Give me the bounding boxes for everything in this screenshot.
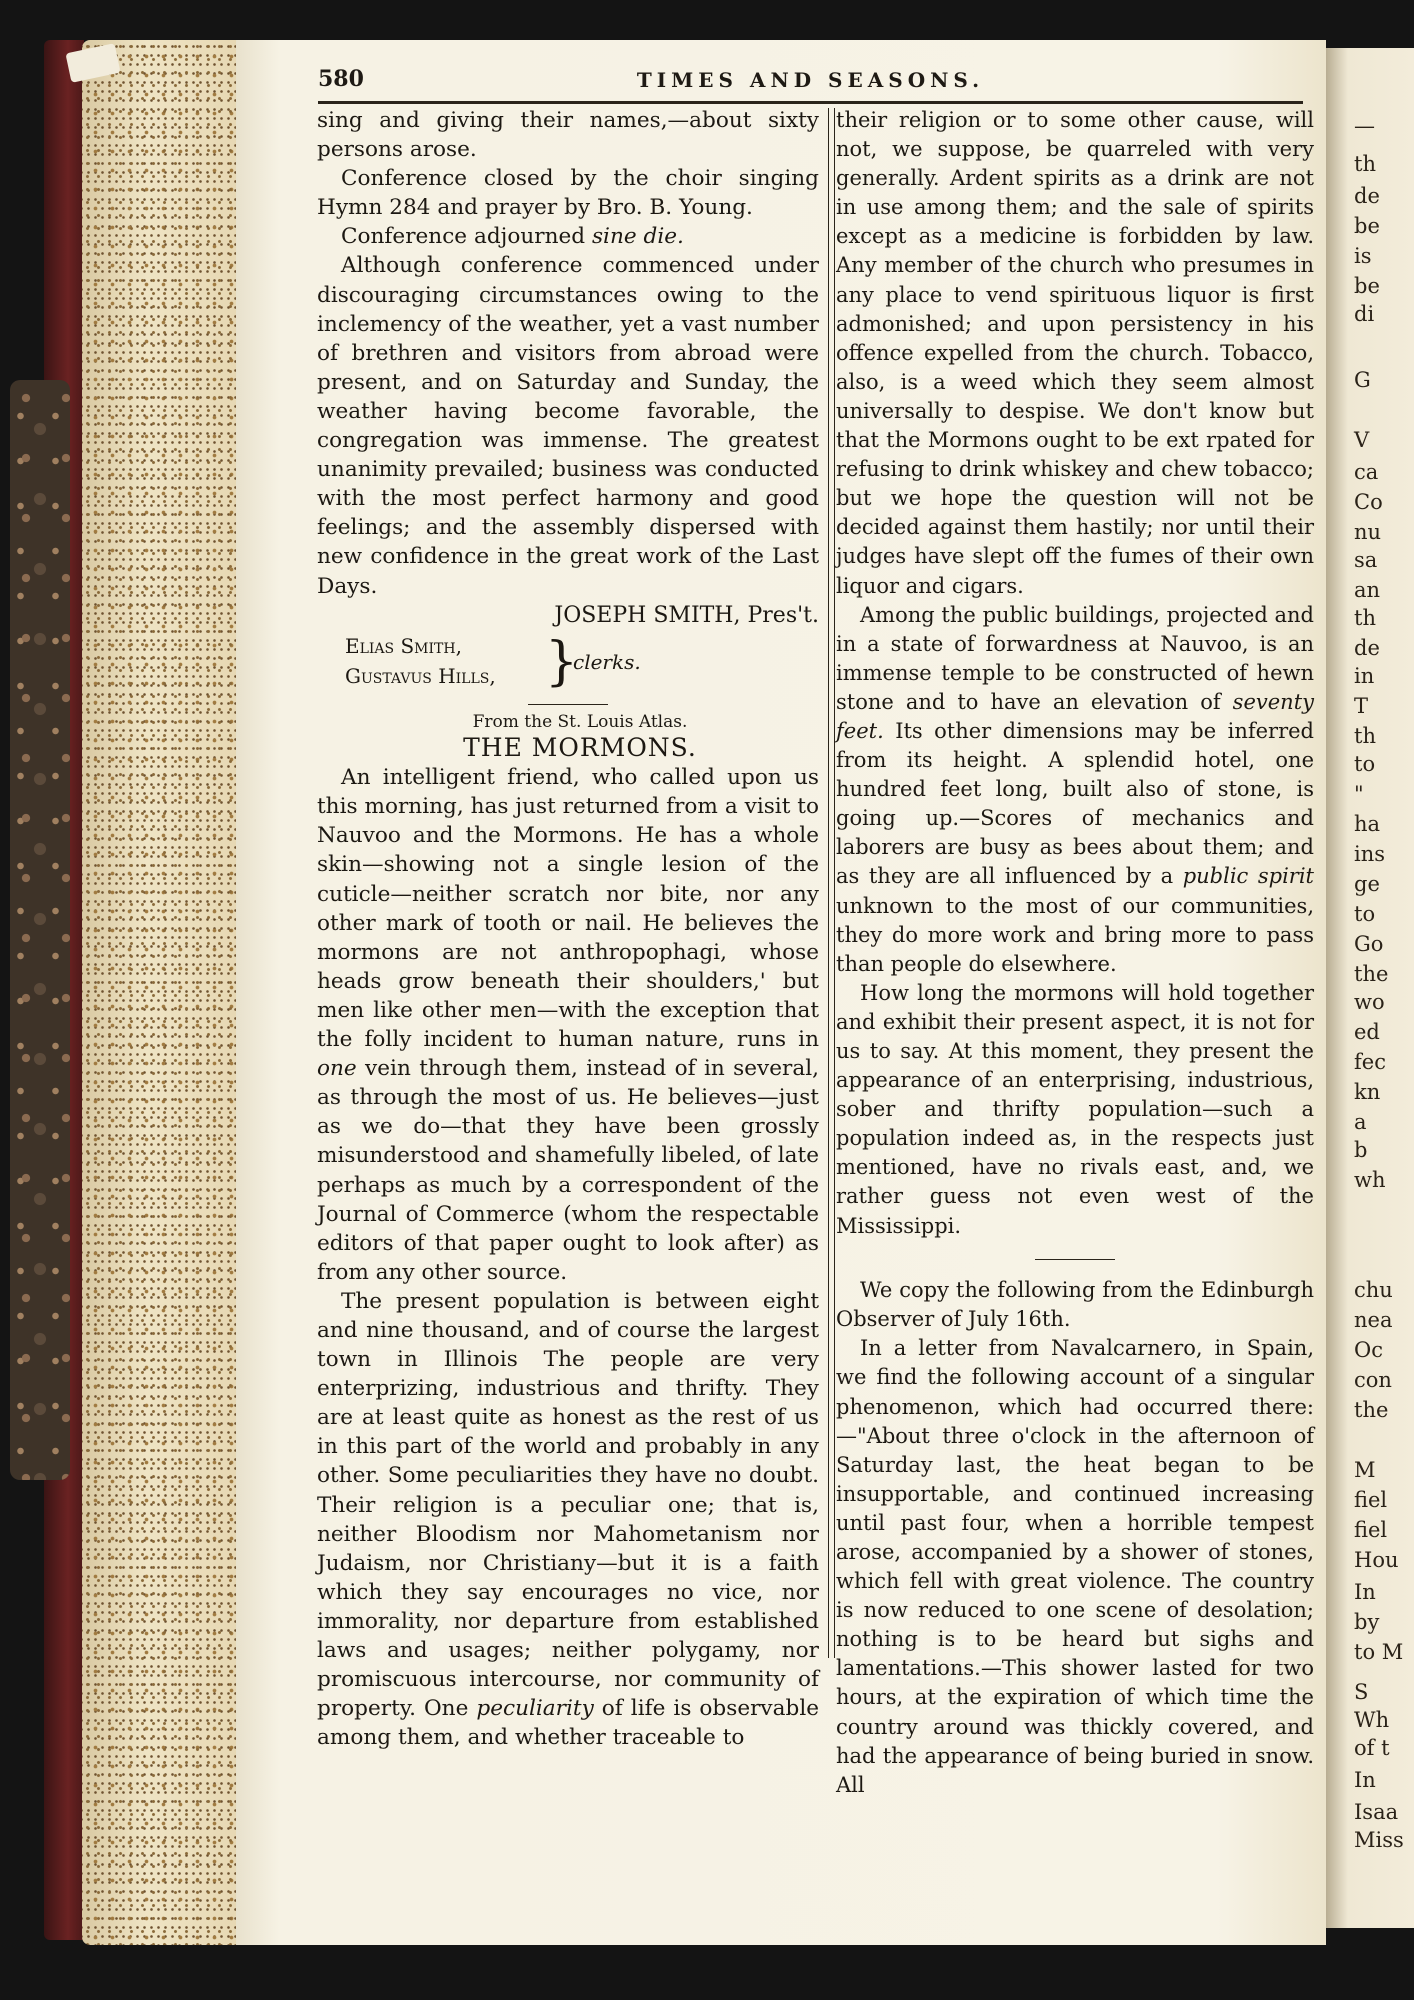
facing-page-fragment: ha — [1354, 812, 1381, 836]
facing-page-fragment: sa — [1354, 548, 1378, 572]
page-edge — [82, 40, 242, 1945]
facing-page-fragment: con — [1354, 1368, 1392, 1392]
clerk-name: Gustavus Hills, — [345, 663, 496, 688]
paragraph — [836, 601, 1314, 979]
facing-page-fragment: nea — [1354, 1308, 1393, 1332]
clerks-block — [317, 632, 819, 694]
facing-page-fragment: the — [1354, 1398, 1389, 1422]
facing-page-fragment: M — [1354, 1458, 1376, 1482]
facing-page-fragment: Isaa — [1354, 1800, 1399, 1824]
facing-page-fragment: de — [1354, 636, 1380, 660]
paragraph: Conference closed by the choir singing Hymn 284 and prayer by Bro. B. Young. — [317, 166, 819, 221]
facing-page-fragment: to — [1354, 902, 1376, 926]
facing-page-fragment: di — [1354, 302, 1375, 326]
paragraph: sing and giving their names,—about sixty persons arose. — [317, 108, 819, 163]
column-rule — [828, 108, 835, 1658]
facing-page-fragment: Hou — [1354, 1548, 1399, 1572]
facing-page-fragment: th — [1354, 152, 1376, 176]
page-header — [318, 66, 1303, 100]
facing-page-fragment: wh — [1354, 1168, 1386, 1192]
facing-page-fragment: In — [1354, 1768, 1376, 1792]
text-run: vein through them, instead of in several, as through the most of us. He believes—just as we do—that they have been grossly misunderstood and shamefully libeled, of late perhaps as much by a correspondent of the Journal of Commerce (whom the respectable editors of that paper ought to look after) as from any other source. — [317, 1056, 819, 1285]
italic-run: peculiarity — [476, 1696, 594, 1722]
facing-page — [1326, 48, 1414, 1928]
text-run: The present population is between eight and nine thousand, and of course the largest town in Illinois The people are very enterprizing, industrious and thrifty. They are at least quite as honest as the rest of us in this part of the world and probably in any other. Some peculiarities they have no doubt. Their religion is a peculiar one; that is, neither Bloodism nor Mahometanism nor Judaism, nor Christiany—but it is a faith which they say encourages no vice, nor immorality, nor departure from established laws and usages; neither polygamy, nor promiscuous intercourse, nor community of property. One — [317, 1288, 819, 1722]
paragraph: their religion or to some other cause, will not, we suppose, be quarreled with very generally. Ardent spirits as a drink are not in use among them; and the sale of spirits except as a medicine is forbidden by law. Any member of the church who presumes in any place to vend spirituous liquor is first admonished; and upon persistency in his offence expelled from the church. Tobacco, also, is a weed which they seem almost universally to despise. We don't know but that the Mormons ought to be ext rpated for refusing to drink whiskey and chew tobacco; but we hope the question will not be decided against them hastily; nor until their judges have slept off the fumes of their own liquor and cigars. — [836, 108, 1314, 598]
facing-page-fragment: the — [1354, 962, 1389, 986]
facing-page-fragment: fiel — [1354, 1488, 1388, 1512]
facing-page-fragment: ed — [1354, 1020, 1380, 1044]
facing-page-fragment: " — [1354, 782, 1364, 806]
section-rule — [528, 704, 608, 706]
facing-page-fragment: to — [1354, 752, 1376, 776]
facing-page-fragment: wo — [1354, 990, 1385, 1014]
facing-page-fragment: a — [1354, 1110, 1367, 1134]
paragraph — [317, 763, 819, 1287]
facing-page-fragment: Oc — [1354, 1338, 1383, 1362]
facing-page-fragment: Co — [1354, 490, 1383, 514]
left-column — [317, 106, 819, 1752]
text-run: unknown to the most of our communities, they do more work and bring more to pass than people do elsewhere. — [836, 893, 1314, 976]
italic-run: seventy feet. — [836, 689, 1314, 743]
facing-page-fragment: de — [1354, 184, 1380, 208]
header-rule — [318, 101, 1303, 104]
facing-page-fragment: in — [1354, 664, 1375, 688]
paragraph — [317, 1287, 819, 1753]
paragraph: In a letter from Navalcarnero, in Spain, we find the following account of a singular phenomenon, which had occurred there:—"About three o'clock in the afternoon of Saturday last, the heat began to be insupportable, and continued increasing until past four, when a horrible tempest arose, accompanied by a shower of stones, which fell with great violence. The country is now reduced to one scene of desolation; nothing is to be heard but sighs and lamentations.—This shower lasted for two hours, at the expiration of which time the country around was thickly covered, and had the appearance of being buried in snow. All — [836, 1336, 1314, 1797]
facing-page-fragment: b — [1354, 1138, 1368, 1162]
facing-page-fragment: be — [1354, 274, 1380, 298]
paragraph: Although conference commenced under discouraging circumstances owing to the inclemency of the weather, yet a vast number of brethren and visitors from abroad were present, and on Saturday and Sunday, the weather having become favorable, the congregation was immense. The greatest unanimity prevailed; business was conducted with the most perfect harmony and good feelings; and the assembly dispersed with new confidence in the great work of the Last Days. — [317, 253, 819, 599]
italic-run: one — [317, 1056, 357, 1082]
running-title: TIMES AND SEASONS. — [636, 68, 985, 92]
facing-page-fragment: T — [1354, 694, 1369, 718]
clerk-name: Elias Smith, — [345, 633, 462, 658]
marbled-endpaper — [10, 380, 70, 1480]
facing-page-fragment: ca — [1354, 460, 1379, 484]
facing-page-fragment: th — [1354, 606, 1376, 630]
signature: JOSEPH SMITH, Pres't. — [554, 602, 819, 628]
facing-page-fragment: of t — [1354, 1736, 1390, 1760]
facing-page-fragment: V — [1354, 428, 1370, 452]
facing-page-fragment: nu — [1354, 520, 1382, 544]
facing-page-fragment: S — [1354, 1680, 1369, 1704]
brace: } — [545, 631, 579, 692]
text-run: Among the public buildings, projected and in a state of forwardness at Nauvoo, is an immense temple to be constructed of hewn stone and to have an elevation of — [836, 602, 1314, 714]
facing-page-fragment: fec — [1354, 1050, 1386, 1074]
text-run: of life is observable among them, and whether traceable to — [317, 1696, 820, 1751]
facing-page-fragment: an — [1354, 578, 1381, 602]
clerks-label: clerks. — [573, 649, 641, 674]
paragraph: How long the mormons will hold together and exhibit their present aspect, it is not for us to say. At this moment, they present the appearance of an enterprising, industrious, sober and thrifty population—such a population indeed as, in the respects just mentioned, have no rivals east, and, we rather guess not even west of the Mississippi. — [836, 980, 1314, 1238]
facing-page-fragment: kn — [1354, 1080, 1381, 1104]
facing-page-fragment: be — [1354, 214, 1380, 238]
italic-run: sine die. — [591, 224, 684, 250]
facing-page-fragment: th — [1354, 724, 1376, 748]
paragraph: We copy the following from the Edinburgh Observer of July 16th. — [836, 1278, 1314, 1332]
facing-page-fragment: Wh — [1354, 1708, 1390, 1732]
facing-page-fragment: In — [1354, 1580, 1376, 1604]
section-rule — [1035, 1259, 1115, 1261]
facing-page-fragment: by — [1354, 1610, 1380, 1634]
facing-page-fragment: Miss — [1354, 1828, 1404, 1852]
article-title: THE MORMONS. — [463, 733, 697, 763]
article-source: From the St. Louis Atlas. — [472, 712, 688, 733]
facing-page-fragment: Go — [1354, 932, 1384, 956]
text-run: An intelligent friend, who called upon us this morning, has just returned from a visit to Nauvoo and the Mormons. He has a whole skin—showing not a single lesion of the cuticle—neither scratch nor bite, nor any other mark of tooth or nail. He believes the mormons are not anthropophagi, whose heads grow beneath their shoulders,' but men like other men—with the exception that the folly incident to human nature, runs in — [317, 765, 819, 1053]
italic-run: public spirit — [1182, 864, 1314, 889]
page-number: 580 — [318, 66, 364, 92]
facing-page-fragment: ins — [1354, 842, 1386, 866]
facing-page-fragment: — — [1354, 114, 1375, 138]
facing-page-fragment: G — [1354, 368, 1371, 392]
facing-page-fragment: chu — [1354, 1278, 1393, 1302]
paragraph — [317, 222, 819, 251]
right-column — [836, 106, 1314, 1800]
facing-page-fragment: to M — [1354, 1640, 1404, 1664]
text-run: Its other dimensions may be inferred from its height. A splendid hotel, one hundred feet long, built also of stone, is going up.—Scores of mechanics and laborers are busy as bees about them; and as they are all influenced by a — [836, 718, 1314, 889]
facing-page-fragment: is — [1354, 244, 1372, 268]
facing-page-fragment: fiel — [1354, 1518, 1388, 1542]
facing-page-fragment: ge — [1354, 872, 1380, 896]
text-run: Conference adjourned — [341, 224, 592, 250]
